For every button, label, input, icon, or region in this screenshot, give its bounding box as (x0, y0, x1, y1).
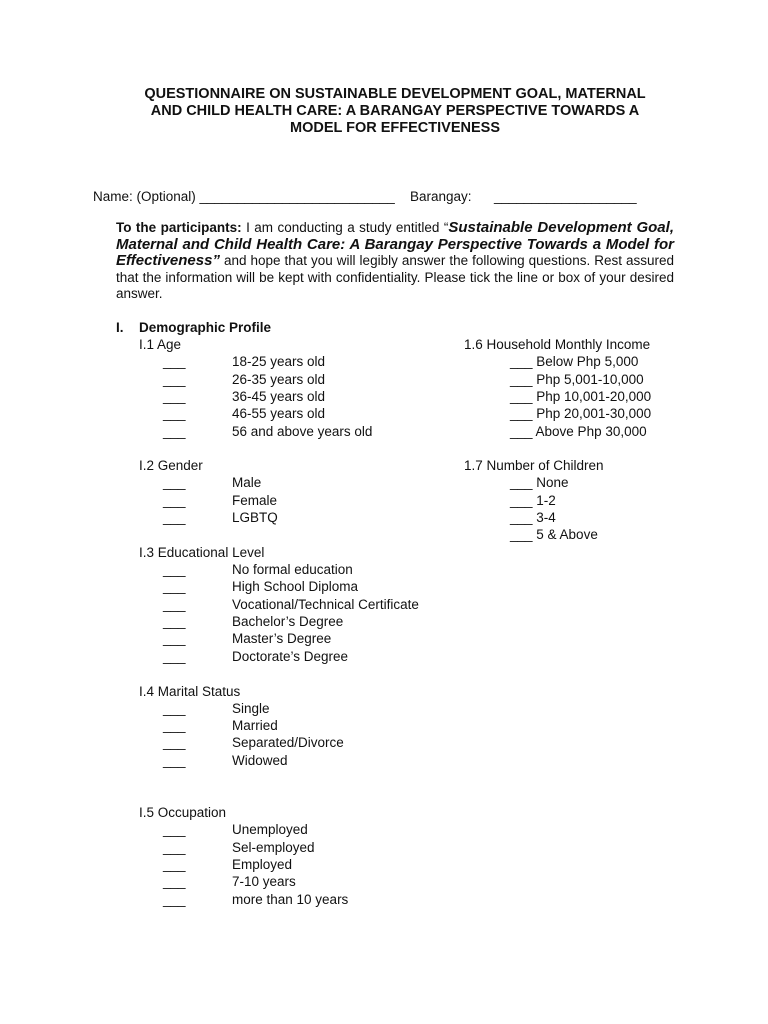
answer-blank: ___ (163, 510, 186, 525)
answer-blank: ___ (163, 753, 186, 768)
question-label: 1.6 Household Monthly Income (464, 337, 651, 352)
section-number: I. (116, 320, 124, 335)
question-label: 1.7 Number of Children (464, 458, 604, 473)
title-line-1: QUESTIONNAIRE ON SUSTAINABLE DEVELOPMENT GOAL, MATERNAL (144, 86, 646, 102)
document-title (110, 86, 680, 137)
answer-blank: ___ (163, 631, 186, 646)
answer-blank: ___ (163, 701, 186, 716)
answer-blank: ___ (163, 597, 186, 612)
option-label: Employed (232, 857, 293, 872)
section-title: Demographic Profile (139, 320, 272, 335)
option-label: Female (232, 493, 278, 508)
option-label: Unemployed (232, 822, 308, 837)
title-line-2: AND CHILD HEALTH CARE: A BARANGAY PERSPECTIVE TOWARDS A (150, 103, 640, 119)
option-label: ___ None (510, 475, 569, 490)
intro-study-title: Sustainable Development Goal, Maternal and Child Health Care: A Barangay Perspective Towards a Model for Effectiveness” (116, 219, 674, 269)
option-label: High School Diploma (232, 579, 359, 594)
answer-blank: ___ (163, 406, 186, 421)
answer-blank: ___ (163, 372, 186, 387)
option-label: 18-25 years old (232, 354, 326, 369)
option-label: 36-45 years old (232, 389, 326, 404)
option-label: Sel-employed (232, 840, 315, 855)
answer-blank: ___ (163, 718, 186, 733)
answer-blank: ___ (163, 493, 186, 508)
intro-text-2: and hope that you will legibly answer the following questions. Rest assured that the information will be kept with confidentiality. Please tick the line or box of your desired answer. (116, 253, 674, 301)
option-label: ___ 1-2 (510, 493, 556, 508)
answer-blank: ___ (163, 614, 186, 629)
question-label: I.3 Educational Level (139, 545, 265, 560)
option-label: Bachelor’s Degree (232, 614, 344, 629)
option-label: LGBTQ (232, 510, 278, 525)
answer-blank: ___ (163, 579, 186, 594)
option-label: 26-35 years old (232, 372, 326, 387)
question-label: I.1 Age (139, 337, 182, 352)
barangay-field-label: Barangay: (410, 189, 472, 204)
option-label: 7-10 years (232, 874, 296, 889)
option-label: Master’s Degree (232, 631, 332, 646)
question-label: I.5 Occupation (139, 805, 227, 820)
option-label: Married (232, 718, 278, 733)
answer-blank: ___ (163, 562, 186, 577)
answer-blank: ___ (163, 892, 186, 907)
barangay-field-line: ___________________ (494, 189, 637, 204)
question-label: I.4 Marital Status (139, 684, 241, 699)
intro-lead: To the participants: (116, 220, 242, 235)
answer-blank: ___ (163, 389, 186, 404)
answer-blank: ___ (163, 475, 186, 490)
option-label: ___ 5 & Above (510, 527, 598, 542)
option-label: ___ Above Php 30,000 (510, 424, 647, 439)
name-field-label: Name: (Optional) __________________________ (93, 189, 395, 204)
answer-blank: ___ (163, 874, 186, 889)
answer-blank: ___ (163, 822, 186, 837)
answer-blank: ___ (163, 735, 186, 750)
answer-blank: ___ (163, 840, 186, 855)
option-label: more than 10 years (232, 892, 349, 907)
question-label: I.2 Gender (139, 458, 203, 473)
option-label: Vocational/Technical Certificate (232, 597, 419, 612)
answer-blank: ___ (163, 354, 186, 369)
option-label: Single (232, 701, 270, 716)
option-label: 56 and above years old (232, 424, 373, 439)
option-label: Doctorate’s Degree (232, 649, 349, 664)
option-label: ___ Php 20,001-30,000 (510, 406, 652, 421)
option-label: Widowed (232, 753, 288, 768)
option-label: Separated/Divorce (232, 735, 344, 750)
option-label: ___ Php 5,001-10,000 (510, 372, 644, 387)
option-label: ___ 3-4 (510, 510, 556, 525)
answer-blank: ___ (163, 857, 186, 872)
option-label: 46-55 years old (232, 406, 326, 421)
title-line-3: MODEL FOR EFFECTIVENESS (289, 120, 500, 136)
option-label: No formal education (232, 562, 353, 577)
option-label: ___ Below Php 5,000 (510, 354, 639, 369)
option-label: ___ Php 10,001-20,000 (510, 389, 652, 404)
option-label: Male (232, 475, 262, 490)
intro-text-1: I am conducting a study entitled “ (241, 220, 449, 235)
intro-paragraph (116, 220, 674, 303)
answer-blank: ___ (163, 424, 186, 439)
answer-blank: ___ (163, 649, 186, 664)
